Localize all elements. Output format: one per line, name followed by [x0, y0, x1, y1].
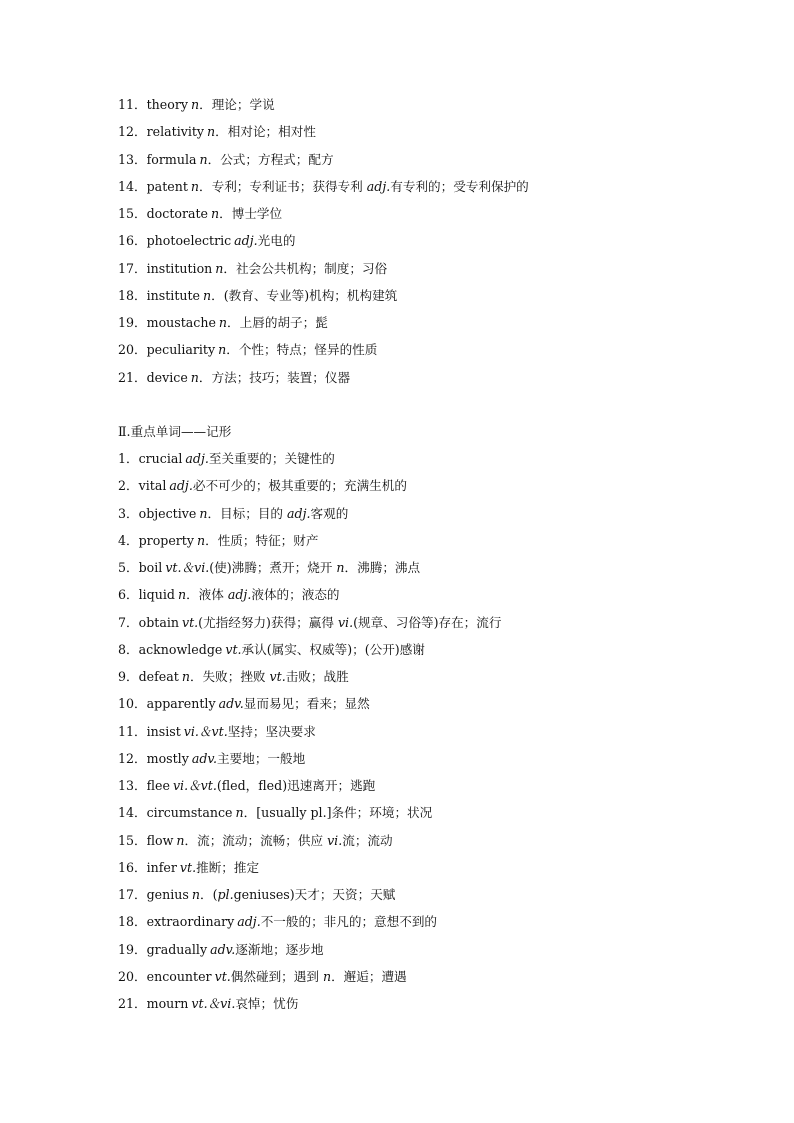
entry-number: 20． — [118, 968, 147, 984]
entry-number: 20． — [118, 342, 147, 358]
entry-number: 3． — [118, 505, 139, 521]
entry-word: institute — [146, 287, 201, 303]
part-of-speech: vi.＆vt. — [172, 778, 217, 793]
part-of-speech: n — [215, 260, 224, 276]
part-of-speech: vt. — [181, 614, 199, 630]
entry-word: institution — [146, 260, 213, 276]
entry-definition: ．目标；目的 — [207, 505, 288, 521]
entry-definition: 逐渐地；逐步地 — [235, 941, 324, 957]
entry-definition: 偶然碰到；遇到 — [230, 968, 323, 984]
entry-word: encounter — [146, 968, 212, 984]
part-of-speech: vi.＆vt. — [183, 723, 228, 739]
entry-number: 16． — [118, 233, 147, 249]
entry-word: photoelectric — [146, 233, 232, 249]
vocab-entry — [118, 912, 501, 939]
entry-number: 9． — [118, 669, 139, 684]
entry-definition: ．上唇的胡子；髭 — [227, 315, 328, 330]
vocab-entry — [118, 885, 501, 912]
entry-number: 4． — [118, 532, 139, 548]
entry-definition: 承认(属实、权威等)；(公开)感谢 — [241, 641, 425, 657]
part-of-speech: n — [218, 342, 227, 358]
entry-number: 6． — [118, 587, 139, 603]
entry-word: defeat — [138, 669, 179, 684]
part-of-speech: n — [199, 505, 208, 521]
entry-definition: 显而易见；看来；显然 — [243, 696, 370, 712]
vocab-entry — [118, 667, 501, 694]
entry-number: 13． — [118, 778, 147, 793]
entry-word: vital — [138, 478, 167, 494]
vocab-entry — [118, 95, 529, 122]
entry-number: 12． — [118, 750, 147, 766]
entry-word: relativity — [146, 124, 205, 140]
part-of-speech: adv. — [218, 696, 244, 712]
entry-word: extraordinary — [146, 914, 235, 930]
entry-word: gradually — [146, 941, 208, 957]
entry-definition: ．个性；特点；怪异的性质 — [226, 342, 378, 358]
entry-word: property — [138, 532, 194, 548]
entry-word: formula — [146, 151, 197, 167]
vocab-entry — [118, 204, 529, 231]
entry-definition: 不一般的；非凡的；意想不到的 — [260, 914, 438, 930]
vocab-entry — [118, 613, 501, 640]
entry-number: 12． — [118, 124, 147, 140]
entry-definition-secondary: 流；流动 — [342, 832, 393, 848]
entry-number: 18． — [118, 914, 147, 930]
part-of-speech: vt.＆vi. — [165, 560, 210, 575]
entry-word: moustache — [146, 315, 216, 330]
vocab-entry — [118, 831, 501, 858]
part-of-speech: vt. — [225, 641, 242, 657]
entry-word: crucial — [138, 451, 183, 466]
part-of-speech: n — [207, 124, 216, 140]
part-of-speech: n — [191, 887, 200, 902]
part-of-speech-secondary: adj. — [227, 587, 252, 603]
part-of-speech: n — [181, 669, 190, 684]
entry-definition: ．博士学位 — [219, 206, 283, 221]
entry-word: infer — [146, 859, 177, 875]
part-of-speech: n — [176, 832, 185, 848]
part-of-speech-secondary: pl. — [217, 887, 234, 902]
vocab-entry — [118, 177, 529, 204]
entry-word: flee — [146, 778, 170, 793]
part-of-speech: n — [190, 369, 199, 385]
entry-word: genius — [146, 887, 189, 902]
part-of-speech: n — [177, 587, 187, 603]
entry-number: 5． — [118, 560, 139, 575]
entry-number: 13． — [118, 151, 147, 167]
vocab-list-part-1 — [118, 95, 529, 395]
entry-definition: (fled，fled)迅速离开；逃跑 — [216, 778, 376, 793]
entry-number: 14． — [118, 178, 147, 194]
vocab-entry — [118, 803, 501, 830]
entry-number: 17． — [118, 260, 147, 276]
entry-number: 19． — [118, 941, 147, 957]
part-of-speech: adj. — [234, 233, 258, 249]
entry-definition: ．社会公共机构；制度；习俗 — [223, 260, 388, 276]
entry-definition: ．(教育、专业等)机构；机构建筑 — [211, 287, 398, 303]
entry-definition: ．公式；方程式；配方 — [207, 151, 334, 167]
entry-definition: ．流；流动；流畅；供应 — [184, 832, 328, 848]
vocab-entry — [118, 640, 501, 667]
vocab-entry — [118, 967, 501, 994]
entry-definition-secondary: 客观的 — [310, 505, 349, 521]
entry-definition-secondary: ．沸腾；沸点 — [344, 560, 421, 575]
entry-word: doctorate — [146, 206, 209, 221]
part-of-speech-secondary: adj. — [366, 178, 391, 194]
vocab-entry — [118, 694, 501, 721]
section-heading: Ⅱ.重点单词——记形 — [118, 424, 232, 439]
vocab-entry — [118, 776, 501, 803]
entry-number: 21． — [118, 996, 147, 1011]
entry-word: mourn — [146, 996, 189, 1011]
part-of-speech: adj. — [237, 914, 261, 930]
entry-definition: ．液体 — [186, 587, 228, 603]
entry-word: device — [146, 369, 188, 385]
entry-number: 10． — [118, 696, 147, 712]
entry-number: 8． — [118, 641, 139, 657]
part-of-speech-secondary: n — [336, 560, 345, 575]
entry-number: 19． — [118, 315, 147, 330]
part-of-speech-secondary: vi. — [327, 832, 343, 848]
entry-number: 15． — [118, 206, 147, 221]
part-of-speech-secondary: vi. — [337, 614, 354, 630]
entry-word: apparently — [146, 696, 216, 712]
entry-number: 7． — [118, 614, 139, 630]
part-of-speech: n — [196, 532, 206, 548]
entry-word: acknowledge — [138, 641, 223, 657]
entry-number: 2． — [118, 478, 139, 494]
entry-definition: 坚持；坚决要求 — [227, 723, 316, 739]
vocab-entry — [118, 150, 529, 177]
entry-number: 14． — [118, 805, 147, 821]
vocab-entry — [118, 558, 501, 585]
entry-definition: ．相对论；相对性 — [215, 124, 316, 140]
entry-definition: 光电的 — [257, 233, 296, 249]
entry-word: insist — [146, 723, 181, 739]
part-of-speech: n — [190, 178, 200, 194]
entry-number: 18． — [118, 287, 147, 303]
part-of-speech: n — [190, 97, 200, 112]
vocab-entry — [118, 994, 501, 1021]
entry-word: objective — [138, 505, 197, 521]
part-of-speech: vt. — [179, 859, 197, 875]
entry-word: mostly — [146, 750, 189, 766]
entry-definition-secondary: geniuses)天才；天资；天赋 — [233, 887, 396, 902]
entry-word: liquid — [138, 587, 175, 603]
entry-number: 1． — [118, 451, 139, 466]
entry-definition: 必不可少的；极其重要的；充满生机的 — [192, 478, 407, 494]
part-of-speech: adj. — [169, 478, 193, 494]
vocab-entry — [118, 722, 501, 749]
entry-number: 17． — [118, 887, 147, 902]
entry-number: 11． — [118, 97, 147, 112]
vocab-entry — [118, 259, 529, 286]
part-of-speech: vt.＆vi. — [191, 996, 236, 1011]
entry-definition-secondary: 有专利的；受专利保护的 — [390, 178, 529, 194]
part-of-speech-secondary: adj. — [287, 505, 311, 521]
vocab-entry — [118, 340, 529, 367]
vocab-entry — [118, 231, 529, 258]
entry-definition: ．( — [199, 887, 218, 902]
entry-definition: ．性质；特征；财产 — [205, 532, 319, 548]
part-of-speech: n — [218, 315, 228, 330]
entry-word: obtain — [138, 614, 179, 630]
vocab-entry — [118, 749, 501, 776]
part-of-speech-secondary: vt. — [269, 669, 286, 684]
part-of-speech: vt. — [214, 968, 231, 984]
entry-definition: ．方法；技巧；装置；仪器 — [198, 369, 351, 385]
part-of-speech: adj. — [185, 451, 209, 466]
entry-word: circumstance — [146, 805, 233, 821]
part-of-speech: adv. — [210, 941, 236, 957]
entry-definition: ．理论；学说 — [199, 97, 275, 112]
vocab-entry — [118, 585, 501, 612]
part-of-speech: n — [235, 805, 244, 821]
entry-word: flow — [146, 832, 174, 848]
entry-word: boil — [138, 560, 163, 575]
part-of-speech: n — [211, 206, 220, 221]
entry-definition: (使)沸腾；煮开；烧开 — [209, 560, 337, 575]
entry-definition-secondary: 液体的；液态的 — [251, 587, 340, 603]
entry-word: theory — [146, 97, 188, 112]
vocab-entry — [118, 476, 501, 503]
entry-definition: 主要地；一般地 — [217, 750, 306, 766]
entry-definition: (尤指经努力)获得；赢得 — [198, 614, 338, 630]
part-of-speech: adv. — [191, 750, 218, 766]
entry-definition: ．失败；挫败 — [189, 669, 270, 684]
vocab-entry — [118, 504, 501, 531]
entry-definition: 哀悼；忧伤 — [235, 996, 299, 1011]
entry-word: peculiarity — [146, 342, 216, 358]
entry-number: 11． — [118, 723, 147, 739]
vocab-entry — [118, 858, 501, 885]
entry-definition: ．[usually pl.]条件；环境；状况 — [243, 805, 433, 821]
entry-number: 16． — [118, 859, 147, 875]
entry-definition: ．专利；专利证书；获得专利 — [199, 178, 367, 194]
vocab-entry — [118, 368, 529, 395]
vocab-entry — [118, 313, 529, 340]
entry-definition-secondary: 击败；战胜 — [285, 669, 349, 684]
entry-definition: 至关重要的；关键性的 — [208, 451, 335, 466]
vocab-entry — [118, 449, 501, 476]
entry-definition-secondary: ．邂逅；遭遇 — [331, 968, 407, 984]
entry-number: 21． — [118, 369, 147, 385]
part-of-speech: n — [199, 151, 208, 167]
entry-number: 15． — [118, 832, 147, 848]
vocab-entry — [118, 531, 501, 558]
vocab-list-part-2 — [118, 449, 501, 1021]
part-of-speech: n — [203, 287, 212, 303]
vocab-entry — [118, 940, 501, 967]
vocab-entry — [118, 286, 529, 313]
entry-definition-secondary: (规章、习俗等)存在；流行 — [353, 614, 502, 630]
entry-definition: 推断；推定 — [196, 859, 260, 875]
part-of-speech-secondary: n — [322, 968, 332, 984]
vocab-entry — [118, 122, 529, 149]
entry-word: patent — [146, 178, 188, 194]
